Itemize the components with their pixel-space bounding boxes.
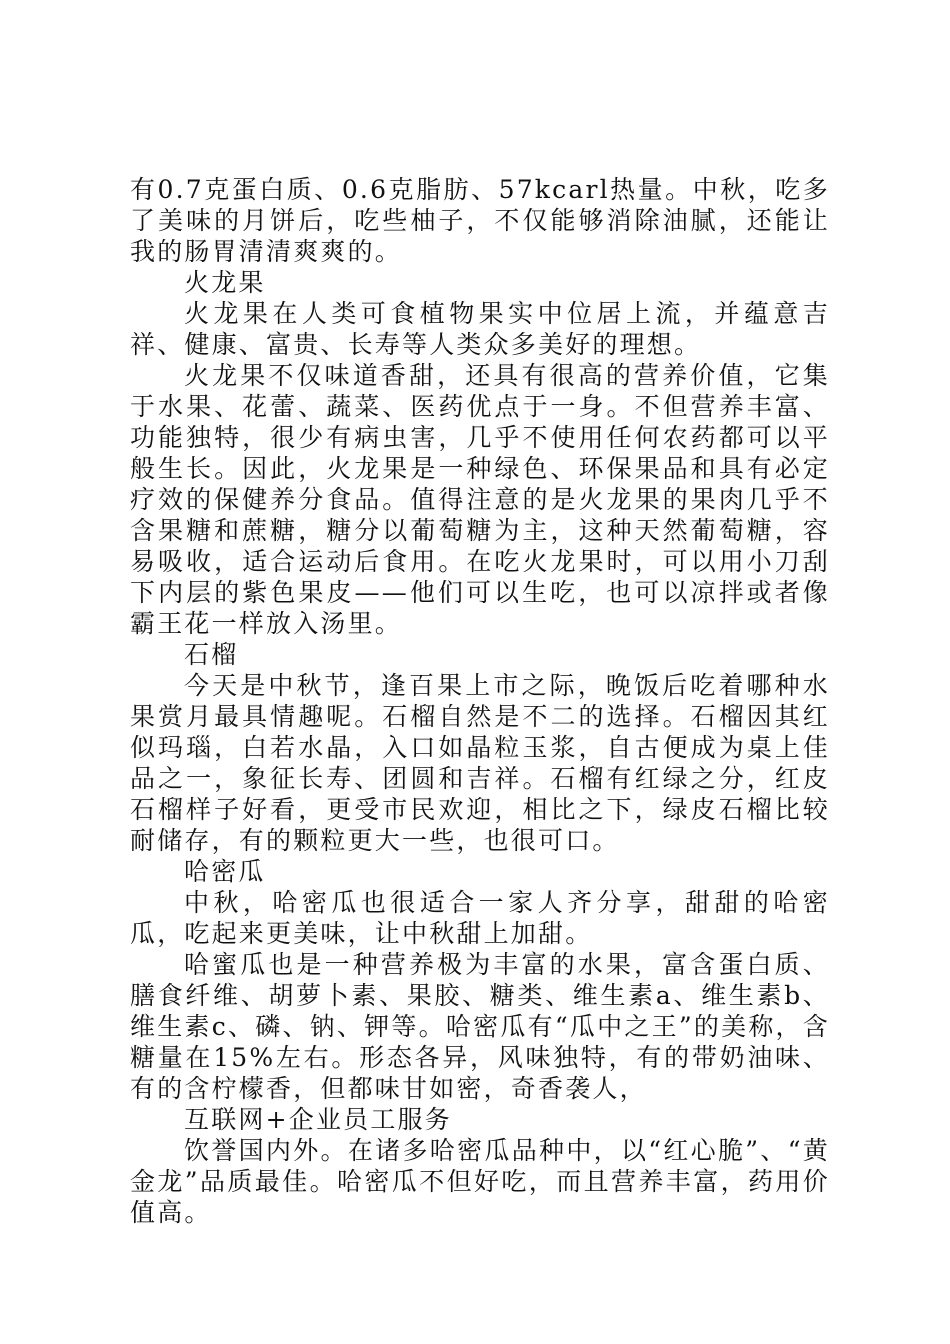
section-heading-hami-melon: 哈密瓜 [184, 857, 266, 886]
section-heading-dragon-fruit: 火龙果 [184, 268, 266, 297]
section-heading-pomegranate: 石榴 [184, 640, 239, 669]
paragraph-dragon-fruit-intro: 火龙果在人类可食植物果实中位居上流，并蕴意吉祥、健康、富贵、长寿等人类众多美好的理想。 [130, 299, 830, 359]
paragraph-pomelo-nutrition: 有0.7克蛋白质、0.6克脂肪、57kcarl热量。中秋，吃多了美味的月饼后，吃些柚子，不仅能够消除油腻，还能让我的肠胃清清爽爽的。 [130, 175, 830, 266]
paragraph-hami-melon-varieties: 饮誉国内外。在诸多哈密瓜品种中，以“红心脆”、“黄金龙”品质最佳。哈密瓜不但好吃，而且营养丰富，药用价值高。 [130, 1136, 830, 1227]
paragraph-dragon-fruit-nutrition: 火龙果不仅味道香甜，还具有很高的营养价值，它集于水果、花蕾、蔬菜、医药优点于一身。不但营养丰富、功能独特，很少有病虫害，几乎不使用任何农药都可以平般生长。因此，火龙果是一种绿色、环保果品和具有必定疗效的保健养分食品。值得注意的是火龙果的果肉几乎不含果糖和蔗糖，糖分以葡萄糖为主，这种天然葡萄糖，容易吸收，适合运动后食用。在吃火龙果时，可以用小刀刮下内层的紫色果皮——他们可以生吃，也可以凉拌或者像霸王花一样放入汤里。 [130, 361, 830, 638]
section-heading-internet-service: 互联网+企业员工服务 [184, 1105, 452, 1134]
paragraph-hami-melon-sharing: 中秋，哈密瓜也很适合一家人齐分享，甜甜的哈密瓜，吃起来更美味，让中秋甜上加甜。 [130, 888, 830, 948]
document-body [130, 174, 830, 1228]
paragraph-hami-melon-nutrition: 哈蜜瓜也是一种营养极为丰富的水果，富含蛋白质、膳食纤维、胡萝卜素、果胶、糖类、维生素a、维生素b、维生素c、磷、钠、钾等。哈密瓜有“瓜中之王”的美称，含糖量在15%左右。形态各异，风味独特，有的带奶油味、有的含柠檬香，但都味甘如密，奇香袭人， [130, 950, 830, 1103]
paragraph-pomegranate: 今天是中秋节，逢百果上市之际，晚饭后吃着哪种水果赏月最具情趣呢。石榴自然是不二的选择。石榴因其红似玛瑙，白若水晶，入口如晶粒玉浆，自古便成为桌上佳品之一，象征长寿、团圆和吉祥。石榴有红绿之分，红皮石榴样子好看，更受市民欢迎，相比之下，绿皮石榴比较耐储存，有的颗粒更大一些，也很可口。 [130, 671, 830, 855]
